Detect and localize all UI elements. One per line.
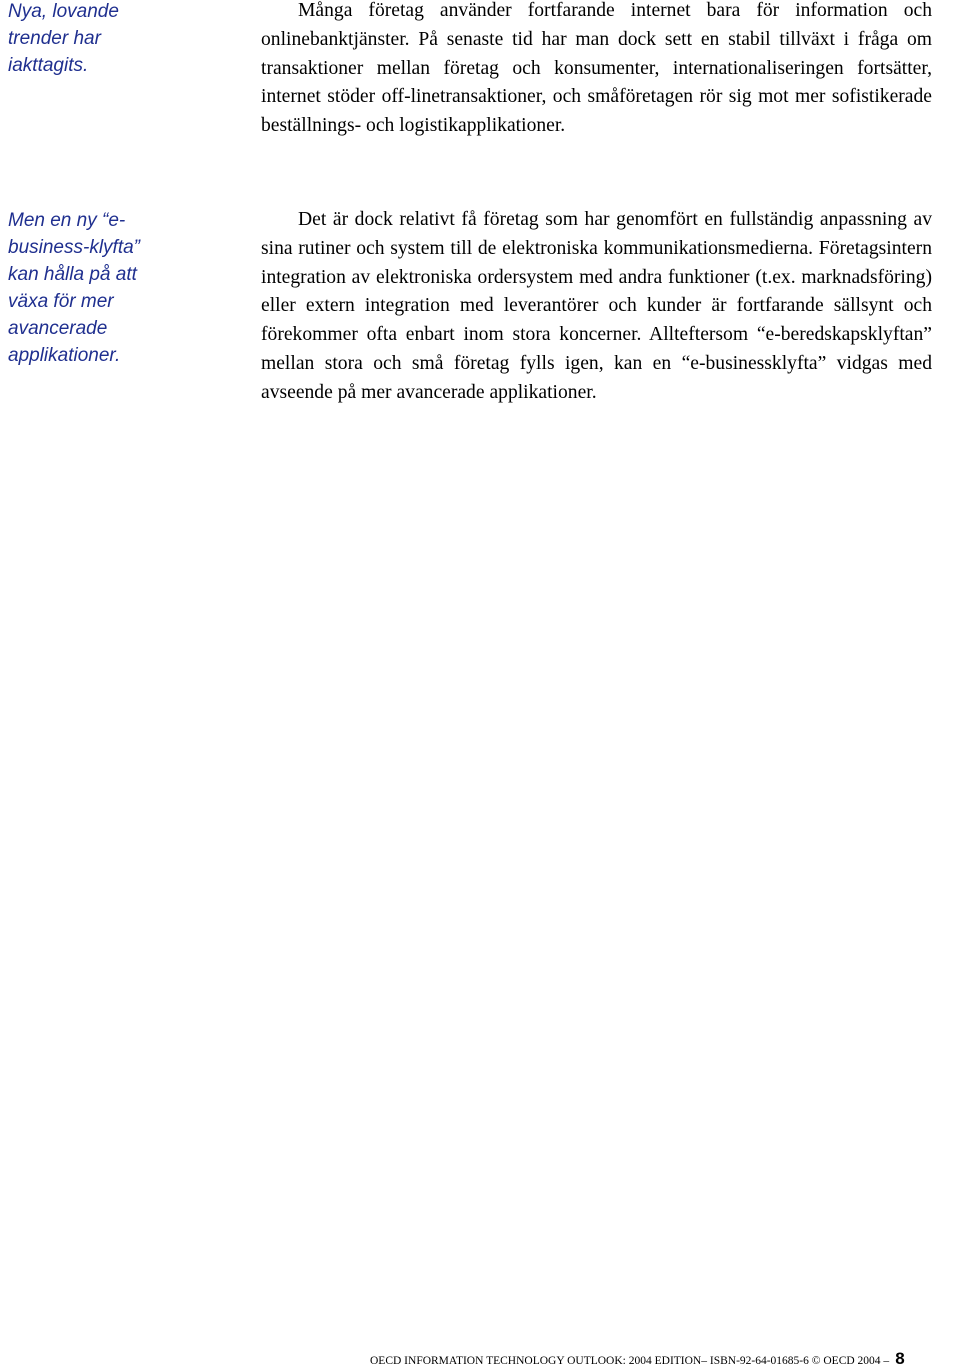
- page-footer: [370, 1350, 960, 1370]
- page-number: 8: [895, 1349, 905, 1368]
- sidebar-note-1: Nya, lovande trender har iakttagits.: [8, 1, 119, 76]
- body-paragraph-1: Många företag använder fortfarande internet bara för information och onlinebanktjänster. På senaste tid har man dock sett en stabil tillväxt i fråga om transaktioner mellan företag och konsumenter, internationaliseringen fortsätter, internet stöder off-linetransaktioner, och småföretagen rör sig mot mer sofistikerade beställnings- och logistikapplikationer.: [261, 0, 932, 137]
- sidebar-note-2: Men en ny “e-business-klyfta” kan hålla på att växa för mer avancerade applikationer.: [8, 210, 140, 366]
- footer-running-title: OECD INFORMATION TECHNOLOGY OUTLOOK: 2004 EDITION– ISBN-92-64-01685-6 © OECD 2004 –: [370, 1355, 890, 1367]
- body-paragraph-2: Det är dock relativt få företag som har genomfört en fullständig anpassning av sina rutiner och system till de elektroniska kommunikationsmedierna. Företagsintern integration av elektroniska ordersystem med andra funktioner (t.ex. marknadsföring) eller extern integration med leverantörer och kunder är fortfarande sällsynt och förekommer ofta enbart inom stora koncerner. Allteftersom “e-beredskapsklyftan” mellan stora och små företag fylls igen, kan en “e-businessklyfta” vidgas med avseende på mer avancerade applikationer.: [261, 209, 932, 403]
